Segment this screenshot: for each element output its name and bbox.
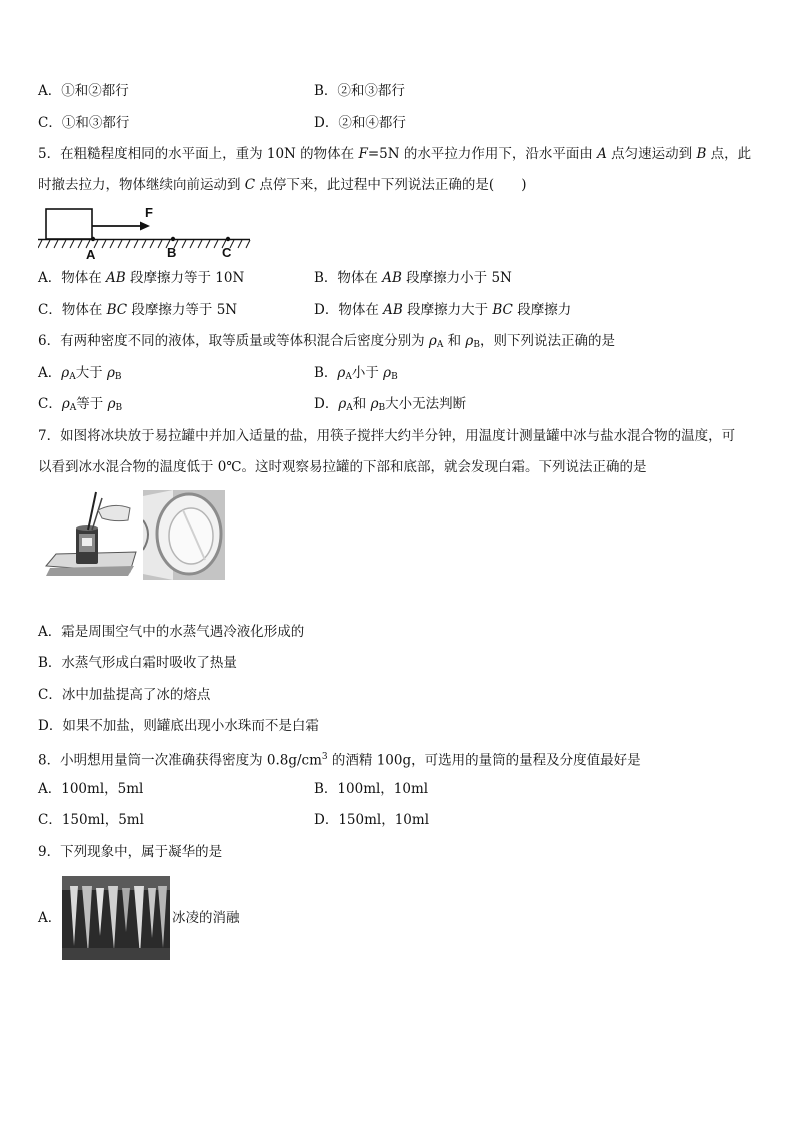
q7-option-b: B．水蒸气形成白霜时吸收了热量 — [38, 655, 237, 671]
q5-point-b — [171, 237, 175, 241]
q5-label-a: A — [86, 247, 96, 261]
q6-option-a: A．$\rho_A$大于 $\rho_B$ — [38, 365, 122, 382]
q5-label-c: C — [222, 245, 232, 260]
q5-stem-line2: 时撤去拉力，物体继续向前运动到 C 点停下来，此过程中下列说法正确的是( ) — [38, 177, 527, 193]
q6-option-c: C．$\rho_A$等于 $\rho_B$ — [38, 396, 123, 413]
q5-option-b: B．物体在 AB 段摩擦力小于 5N — [314, 270, 512, 286]
q5-ground-hatching — [38, 240, 250, 248]
q8-option-c: C．150ml，5ml — [38, 812, 144, 828]
q7-option-d: D．如果不加盐，则罐底出现小水珠而不是白霜 — [38, 718, 319, 734]
q4-option-d: D．②和④都行 — [314, 115, 406, 131]
q5-force-arrowhead — [140, 222, 150, 231]
q9-stem: 9．下列现象中，属于凝华的是 — [38, 844, 223, 860]
q9-option-a-label: A． — [38, 910, 62, 926]
q4-option-c: C．①和③都行 — [38, 115, 130, 131]
q6-stem: 6．有两种密度不同的液体，取等质量或等体积混合后密度分别为 $\rho_A$ 和 $\rho_B$，则下列说法正确的是 — [38, 333, 615, 350]
q6-option-b: B．$\rho_A$小于 $\rho_B$ — [314, 365, 398, 382]
q9-photo-icicles — [62, 876, 170, 960]
q5-option-d: D．物体在 AB 段摩擦力大于 BC 段摩擦力 — [314, 302, 572, 318]
q5-point-a — [91, 237, 95, 241]
q5-point-c — [226, 237, 230, 241]
q7-stem-line2: 以看到冰水混合物的温度低于 0℃。这时观察易拉罐的下部和底部，就会发现白霜。下列说法正确的是 — [38, 459, 647, 475]
q7-photo-can-experiment — [44, 488, 140, 580]
q5-option-a: A．物体在 AB 段摩擦力等于 10N — [38, 270, 245, 286]
q8-option-a: A．100ml，5ml — [38, 781, 144, 797]
q7-photo-can-frost — [143, 490, 225, 580]
q8-option-d: D．150ml，10ml — [314, 812, 430, 828]
q5-force-diagram — [38, 203, 252, 261]
q7-stem-line1: 7．如图将冰块放于易拉罐中并加入适量的盐，用筷子搅拌大约半分钟，用温度计测量罐中冰与盐水混合物的温度，可 — [38, 428, 736, 444]
q6-option-d: D．$\rho_A$和 $\rho_B$大小无法判断 — [314, 396, 467, 413]
q5-label-b: B — [167, 245, 177, 260]
q5-stem-line1: 5．在粗糙程度相同的水平面上，重为 10N 的物体在 F=5N 的水平拉力作用下，沿水平面由 A 点匀速运动到 B 点，此 — [38, 146, 752, 162]
q7-option-a: A．霜是周围空气中的水蒸气遇冷液化形成的 — [38, 624, 305, 640]
q5-option-c: C．物体在 BC 段摩擦力等于 5N — [38, 302, 238, 318]
q5-label-f: F — [145, 205, 153, 220]
q8-option-b: B．100ml，10ml — [314, 781, 429, 797]
q4-option-b: B．②和③都行 — [314, 83, 405, 99]
q5-block — [46, 209, 92, 239]
q8-stem: 8．小明想用量筒一次准确获得密度为 $0.8g/cm^3$ 的酒精 100g，可选用的量筒的量程及分度值最好是 — [38, 752, 641, 769]
q7-option-c: C．冰中加盐提高了冰的熔点 — [38, 687, 211, 703]
q4-option-a: A．①和②都行 — [38, 83, 129, 99]
q9-option-a-text: 冰凌的消融 — [172, 910, 240, 926]
